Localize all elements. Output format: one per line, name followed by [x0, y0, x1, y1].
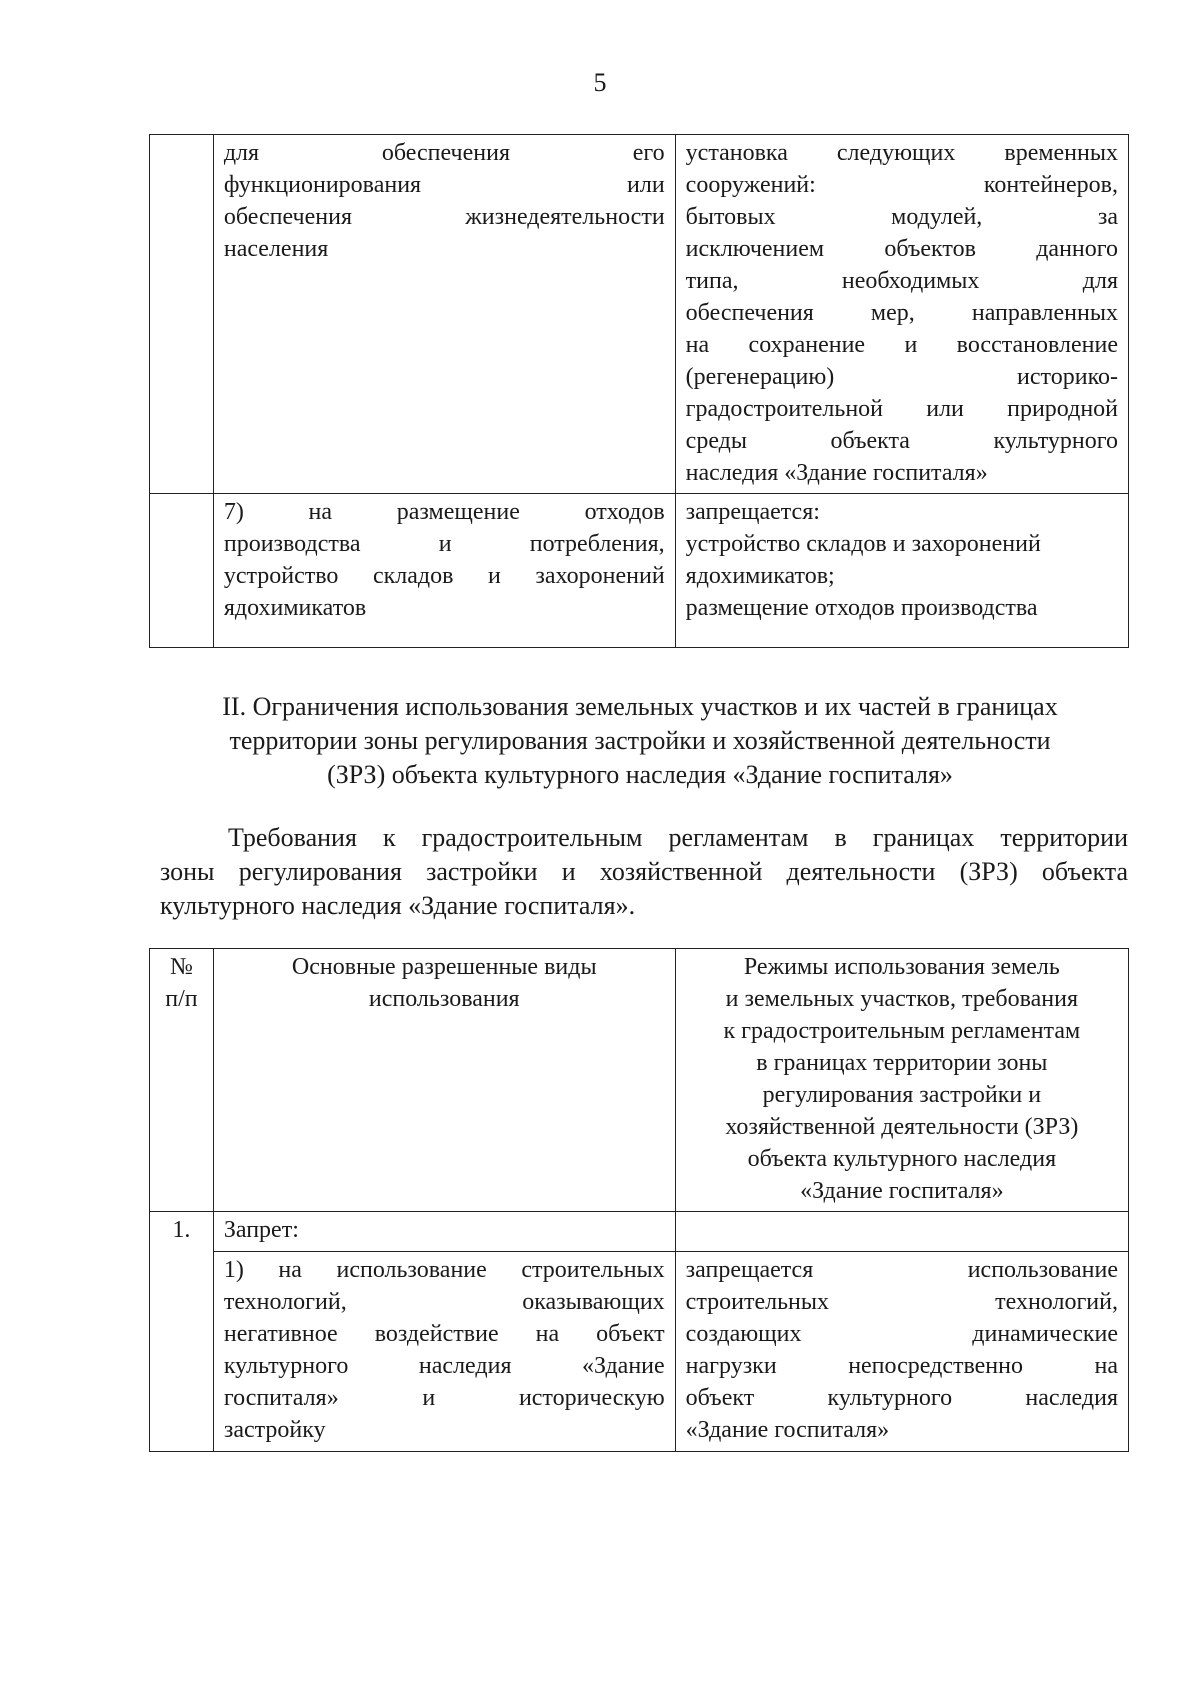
table-row — [150, 1212, 1129, 1252]
header-line: использования — [368, 986, 520, 1012]
header-line: объекта культурного наследия — [747, 1146, 1057, 1172]
paragraph-line: культурного наследия «Здание госпиталя». — [160, 891, 636, 920]
text-line: госпиталя» и историческую — [223, 1385, 665, 1411]
heading-line: (ЗРЗ) объекта культурного наследия «Здание госпиталя» — [327, 760, 953, 789]
continuation-table — [149, 134, 1129, 648]
text-line: размещение отходов производства — [685, 595, 1038, 621]
text-line: нагрузки непосредственно на — [685, 1353, 1118, 1379]
header-number-cell — [150, 949, 214, 1212]
header-line: к градостроительным регламентам — [723, 1018, 1081, 1044]
text-line: производства и потребления, — [223, 531, 665, 557]
text-line: создающих динамические — [685, 1321, 1118, 1347]
number-cell — [150, 135, 214, 494]
text-line: на сохранение и восстановление — [685, 332, 1118, 358]
heading-line: II. Ограничения использования земельных участков и их частей в границах — [222, 692, 1058, 721]
text-line: ядохимикатов — [223, 595, 367, 621]
text-line: (регенерацию) историко- — [685, 364, 1118, 390]
table-row — [150, 135, 1129, 494]
regime-cell — [675, 494, 1128, 648]
text-line: запрещается: — [685, 499, 820, 525]
header-line: хозяйственной деятельности (ЗРЗ) — [725, 1114, 1079, 1140]
text-line: негативное воздействие на объект — [223, 1321, 665, 1347]
text-line: технологий, оказывающих — [223, 1289, 665, 1315]
text-line: 1) на использование строительных — [223, 1257, 665, 1283]
paragraph-line: зоны регулирования застройки и хозяйственной деятельности (ЗРЗ) объекта — [160, 857, 1128, 886]
text-line: градостроительной или природной — [685, 396, 1118, 422]
regulations-table — [149, 948, 1129, 1452]
text-line: установка следующих временных — [685, 140, 1118, 166]
header-line: и земельных участков, требования — [725, 986, 1079, 1012]
text-line: наследия «Здание госпиталя» — [685, 460, 988, 486]
text-line: «Здание госпиталя» — [685, 1417, 890, 1443]
text-line: объект культурного наследия — [685, 1385, 1118, 1411]
header-line: «Здание госпиталя» — [800, 1178, 1004, 1204]
text-line: обеспечения жизнедеятельности — [223, 204, 665, 230]
text-line: среды объекта культурного — [685, 428, 1118, 454]
text-line: исключением объектов данного — [685, 236, 1118, 262]
section-paragraph — [160, 821, 1128, 923]
heading-line: территории зоны регулирования застройки и хозяйственной деятельности — [229, 726, 1051, 755]
text-line: запрещается использование — [685, 1257, 1118, 1283]
use-cell — [213, 494, 675, 648]
header-line: № — [169, 954, 193, 980]
row-number-cell — [150, 1212, 214, 1452]
table-row — [150, 1252, 1129, 1452]
text-line: функционирования или — [223, 172, 665, 198]
page-number: 5 — [593, 68, 607, 97]
text-line: ядохимикатов; — [685, 563, 835, 589]
header-use-cell — [213, 949, 675, 1212]
text-line: обеспечения мер, направленных — [685, 300, 1118, 326]
prohibition-label-cell — [213, 1212, 675, 1252]
text-line: для обеспечения его — [223, 140, 665, 166]
text-line: культурного наследия «Здание — [223, 1353, 665, 1379]
text-line: бытовых модулей, за — [685, 204, 1118, 230]
text-line: населения — [223, 236, 329, 262]
empty-cell — [675, 1212, 1128, 1252]
text-line: устройство складов и захоронений — [685, 531, 1041, 557]
header-regime-cell — [675, 949, 1128, 1212]
table-row — [150, 494, 1129, 648]
header-line: Основные разрешенные виды — [291, 954, 597, 980]
regime-cell — [675, 1252, 1128, 1452]
table-header-row — [150, 949, 1129, 1212]
regime-cell — [675, 135, 1128, 494]
text-line: строительных технологий, — [685, 1289, 1118, 1315]
header-line: в границах территории зоны — [756, 1050, 1048, 1076]
text-line: типа, необходимых для — [685, 268, 1118, 294]
header-line: Режимы использования земель — [743, 954, 1060, 980]
use-cell — [213, 1252, 675, 1452]
row-number: 1. — [172, 1217, 191, 1243]
section-heading — [150, 690, 1130, 792]
text-line: застройку — [223, 1417, 326, 1443]
paragraph-line: Требования к градостроительным регламентам в границах территории — [228, 823, 1128, 852]
use-cell — [213, 135, 675, 494]
text-line: устройство складов и захоронений — [223, 563, 665, 589]
text-line: сооружений: контейнеров, — [685, 172, 1118, 198]
number-cell — [150, 494, 214, 648]
header-line: п/п — [165, 986, 198, 1012]
header-line: регулирования застройки и — [762, 1082, 1042, 1108]
prohibition-label: Запрет: — [223, 1217, 299, 1243]
text-line: 7) на размещение отходов — [223, 499, 665, 525]
